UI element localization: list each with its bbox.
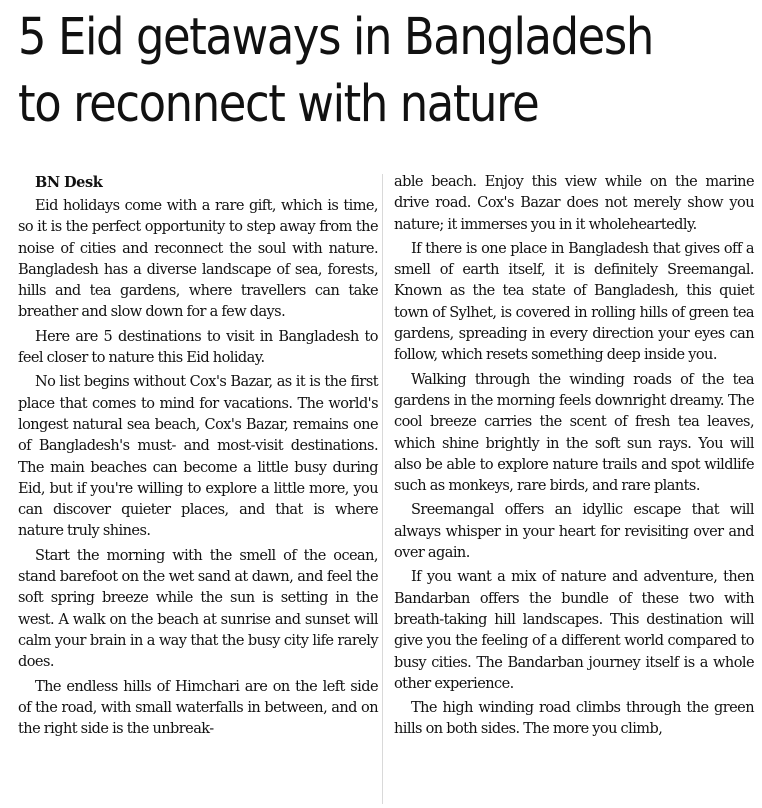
- article-headline: [18, 4, 669, 138]
- paragraph: Sreemangal offers an idyllic escape that will always whisper in your heart for revisiting over and over again.: [394, 502, 754, 562]
- paragraph: Walking through the winding roads of the tea gardens in the morning feels downright dreamy. The cool breeze carries the scent of fresh tea leaves, which shine brightly in the soft sun rays. You will also be able to explore nature trails and spot wildlife such as monkeys, rare birds, and rare plants.: [394, 371, 754, 495]
- column-divider: [382, 174, 383, 804]
- paragraph: Here are 5 destinations to visit in Bangladesh to feel closer to nature this Eid holiday.: [18, 328, 378, 367]
- paragraph: The endless hills of Himchari are on the left side of the road, with small waterfalls in between, and on the right side is the unbreak-: [18, 678, 378, 738]
- paragraph: If there is one place in Bangladesh that gives off a smell of earth itself, it is definitely Sreemangal. Known as the tea state of Bangladesh, this quiet town of Sylhet, is covered in rolling hills of green tea gardens, spreading in every direction your eyes can follow, which resets something deep inside you.: [394, 240, 754, 364]
- paragraph: No list begins without Cox's Bazar, as it is the first place that comes to mind for vacations. The world's longest natural sea beach, Cox's Bazar, remains one of Bangladesh's must- and most-visit destinations. The main beaches can become a little busy during Eid, but if you're willing to explore a little more, you can discover quieter places, and that is where nature truly shines.: [18, 374, 378, 540]
- headline-line-1: 5 Eid getaways in Bangladesh: [18, 8, 653, 67]
- paragraph-continued: able beach. Enjoy this view while on the marine drive road. Cox's Bazar does not merely show you nature; it immerses you in it wholeheartedly.: [394, 174, 754, 233]
- article-column-right: [394, 172, 754, 744]
- article-column-left: [18, 172, 378, 743]
- paragraph: The high winding road climbs through the green hills on both sides. The more you climb,: [394, 700, 754, 738]
- headline-line-2: to reconnect with nature: [18, 75, 539, 134]
- byline: BN Desk: [35, 174, 103, 191]
- paragraph: Eid holidays come with a rare gift, which is time, so it is the perfect opportunity to step away from the noise of cities and reconnect the soul with nature. Bangladesh has a diverse landscape of sea, forests, hills and tea gardens, where travellers can take breather and slow down for a few days.: [18, 198, 378, 321]
- paragraph: Start the morning with the smell of the ocean, stand barefoot on the wet sand at dawn, and feel the soft spring breeze while the sun is setting in the west. A walk on the beach at sunrise and sunset will calm your brain in a way that the busy city life rarely does.: [18, 547, 378, 671]
- paragraph: If you want a mix of nature and adventure, then Bandarban offers the bundle of these two with breath-taking hill landscapes. This destination will give you the feeling of a different world compared to busy cities. The Bandarban journey itself is a whole other experience.: [394, 569, 754, 692]
